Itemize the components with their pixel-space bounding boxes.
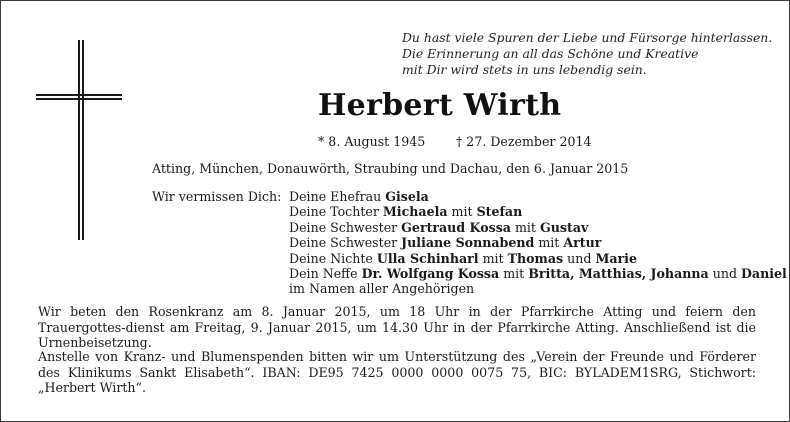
- mourner-name: Gisela: [385, 189, 429, 204]
- quote-line: mit Dir wird stets in uns lebendig sein.: [402, 62, 647, 77]
- mourner-line: [289, 251, 787, 266]
- mourners-label: Wir vermissen Dich:: [152, 189, 282, 204]
- place-and-date: Atting, München, Donauwörth, Straubing und Dachau, den 6. Januar 2015: [152, 161, 629, 176]
- donation-paragraph: Anstelle von Kranz- und Blumenspenden bitten wir um Unterstützung des „Verein der Freunde und Förderer des Klinikums Sankt Elisabeth“. IBAN: DE95 7425 0000 0000 0075 75, BIC: BYLADEM1SRG, Stichwort: „Herbert Wirth“.: [38, 349, 756, 396]
- mourner-relation: Deine Schwester: [289, 219, 402, 235]
- mourner-relation: im Namen aller Angehörigen: [289, 281, 475, 297]
- mourner-relation: mit: [534, 235, 564, 251]
- mourner-line: [289, 281, 787, 296]
- mourner-relation: Deine Ehefrau: [289, 189, 386, 204]
- mourner-relation: Deine Nichte: [289, 250, 377, 266]
- mourner-line: [289, 189, 787, 204]
- mourner-name: Marie: [595, 250, 637, 266]
- mourners-list: [289, 189, 787, 297]
- mourner-line: [289, 220, 787, 235]
- mourner-name: Britta, Matthias, Johanna: [528, 266, 709, 282]
- service-paragraph: Wir beten den Rosenkranz am 8. Januar 2015, um 18 Uhr in der Pfarrkirche Atting und feiern den Trauergottes-dienst am Freitag, 9. Januar 2015, um 14.30 Uhr in der Pfarrkirche Atting. Anschließend ist die Urnenbeisetzung.: [38, 304, 756, 351]
- mourner-name: Michaela: [382, 204, 448, 220]
- mourner-name: Gertraud Kossa: [401, 219, 511, 235]
- cross-icon: [36, 40, 122, 240]
- mourner-relation: mit: [478, 250, 508, 266]
- mourner-name: Thomas: [507, 250, 564, 266]
- mourner-name: Juliane Sonnabend: [401, 235, 535, 251]
- mourner-line: [289, 235, 787, 250]
- mourner-name: Artur: [563, 235, 602, 251]
- mourner-relation: Deine Schwester: [289, 235, 402, 251]
- birth-date: * 8. August 1945: [318, 134, 426, 149]
- mourner-name: Ulla Schinharl: [376, 250, 479, 266]
- mourner-name: Daniel: [741, 266, 787, 282]
- mourner-relation: und: [708, 266, 742, 282]
- quote-line: Du hast viele Spuren der Liebe und Fürsorge hinterlassen.: [402, 30, 773, 45]
- death-date: † 27. Dezember 2014: [456, 134, 592, 149]
- mourner-name: Gustav: [540, 219, 589, 235]
- mourner-relation: und: [563, 250, 596, 266]
- mourner-relation: mit: [447, 204, 477, 220]
- mourner-relation: mit: [499, 266, 529, 282]
- deceased-name: Herbert Wirth: [318, 88, 562, 123]
- quote-line: Die Erinnerung an all das Schöne und Kreative: [402, 46, 699, 61]
- mourner-relation: Deine Tochter: [289, 204, 383, 220]
- mourner-name: Dr. Wolfgang Kossa: [361, 266, 500, 282]
- mourner-line: [289, 266, 787, 281]
- mourner-relation: mit: [510, 219, 540, 235]
- mourner-name: Stefan: [476, 204, 523, 220]
- mourner-relation: Dein Neffe: [289, 266, 362, 282]
- mourner-line: [289, 204, 787, 219]
- memorial-quote: [402, 30, 782, 78]
